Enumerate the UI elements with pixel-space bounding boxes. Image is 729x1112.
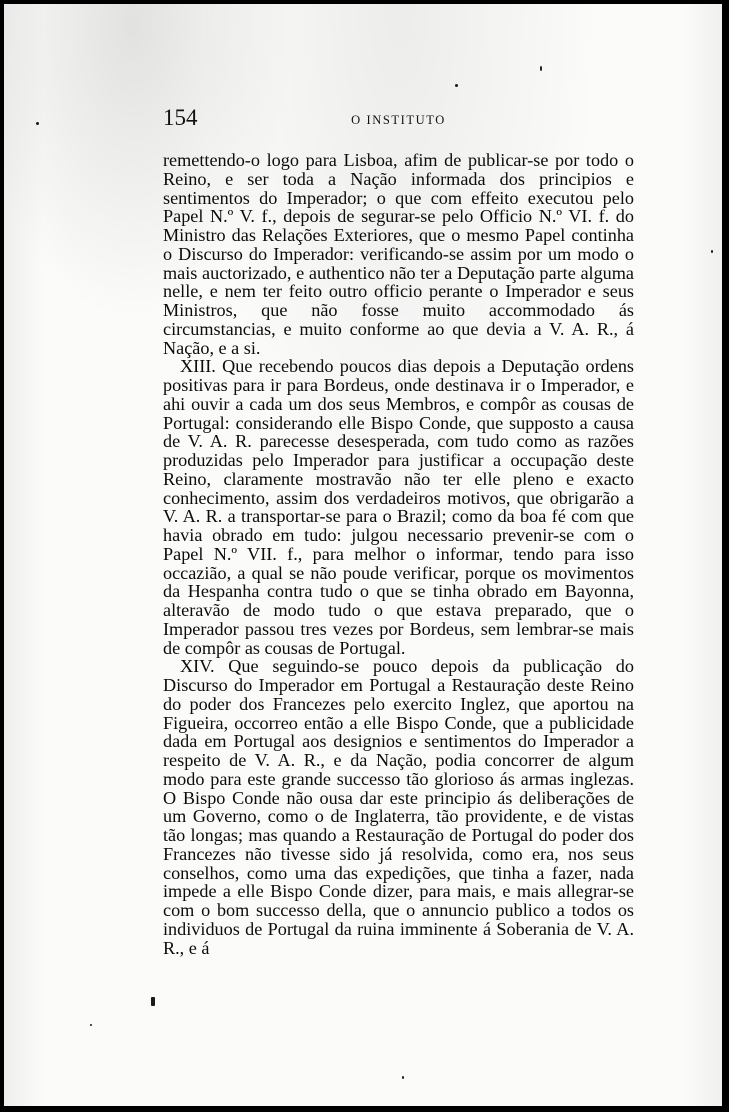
scan-speck xyxy=(402,1076,404,1079)
page-number: 154 xyxy=(163,105,198,130)
scan-speck xyxy=(540,66,542,71)
page-header xyxy=(163,105,634,133)
scan-speck xyxy=(711,250,713,253)
paragraph-xiii: XIII. Que recebendo poucos dias depois a Deputação ordens positivas para ir para Bordeus, onde destinava ir o Imperador, e ahi ouvir a cada um dos seus Membros, e compôr as cousas de Portugal: considerando elle Bispo Conde, que supposto a causa de V. A. R. parecesse desesperada, com tudo como as razões produzidas pelo Imperador para justificar a occupação deste Reino, claramente mostravão não ter elle pleno e exacto conhecimento, assim dos verdadeiros motivos, que obrigarão a V. A. R. a transportar-se para o Brazil; como da boa fé com que havia obrado em tudo: julgou necessario prevenir-se com o Papel N.º VII. f., para melhor o informar, tendo para isso occazião, a qual se não poude verificar, porque os movimentos da Hespanha contra tudo o que se tinha obrado em Bayonna, alteravão de modo tudo o que estava preparado, que o Imperador passou tres vezes por Bordeus, sem lembrar-se mais de compôr as cousas de Portugal. xyxy=(163,356,634,658)
body-text xyxy=(163,151,634,957)
running-head: O INSTITUTO xyxy=(351,113,446,127)
paragraph-xiv: XIV. Que seguindo-se pouco depois da publicação do Discurso do Imperador em Portugal a Restauração deste Reino do poder dos Francezes pelo exercito Inglez, que aportou na Figueira, occorreo então a elle Bispo Conde, que a publicidade dada em Portugal aos designios e sentimentos do Imperador a respeito de V. A. R., e da Nação, podia concorrer de algum modo para este grande successo tão glorioso ás armas inglezas. O Bispo Conde não ousa dar este principio ás deliberações de um Governo, como o de Inglaterra, tão providente, e de vistas tão longas; mas quando a Restauração de Portugal do poder dos Francezes não tivesse sido já resolvida, como era, nos seus conselhos, como uma das expedições, que tinha a fazer, nada impede a elle Bispo Conde dizer, para mais, e mais allegrar-se com o bom successo della, que o annuncio publico a todos os individuos de Portugal da ruina imminente á Soberania de V. A. R., e á xyxy=(163,656,634,958)
scan-speck xyxy=(455,84,458,87)
paragraph-continuation: remettendo-o logo para Lisboa, afim de publicar-se por todo o Reino, e ser toda a Nação informada dos principios e sentimentos do Imperador; o que com effeito executou pelo Papel N.º V. f., depois de segurar-se pelo Officio N.º VI. f. do Ministro das Relações Exteriores, que o mesmo Papel continha o Discurso do Imperador: verificando-se assim por um modo o mais auctorizado, e authentico não ter a Deputação parte alguma nelle, e nem ter feito outro officio perante o Imperador e seus Ministros, que não fosse muito accommodado ás circumstancias, e muito conforme ao que devia a V. A. R., á Nação, e a si. xyxy=(163,150,634,358)
scan-speck xyxy=(90,1024,92,1026)
scan-speck xyxy=(151,997,155,1006)
scan-speck xyxy=(36,122,39,125)
